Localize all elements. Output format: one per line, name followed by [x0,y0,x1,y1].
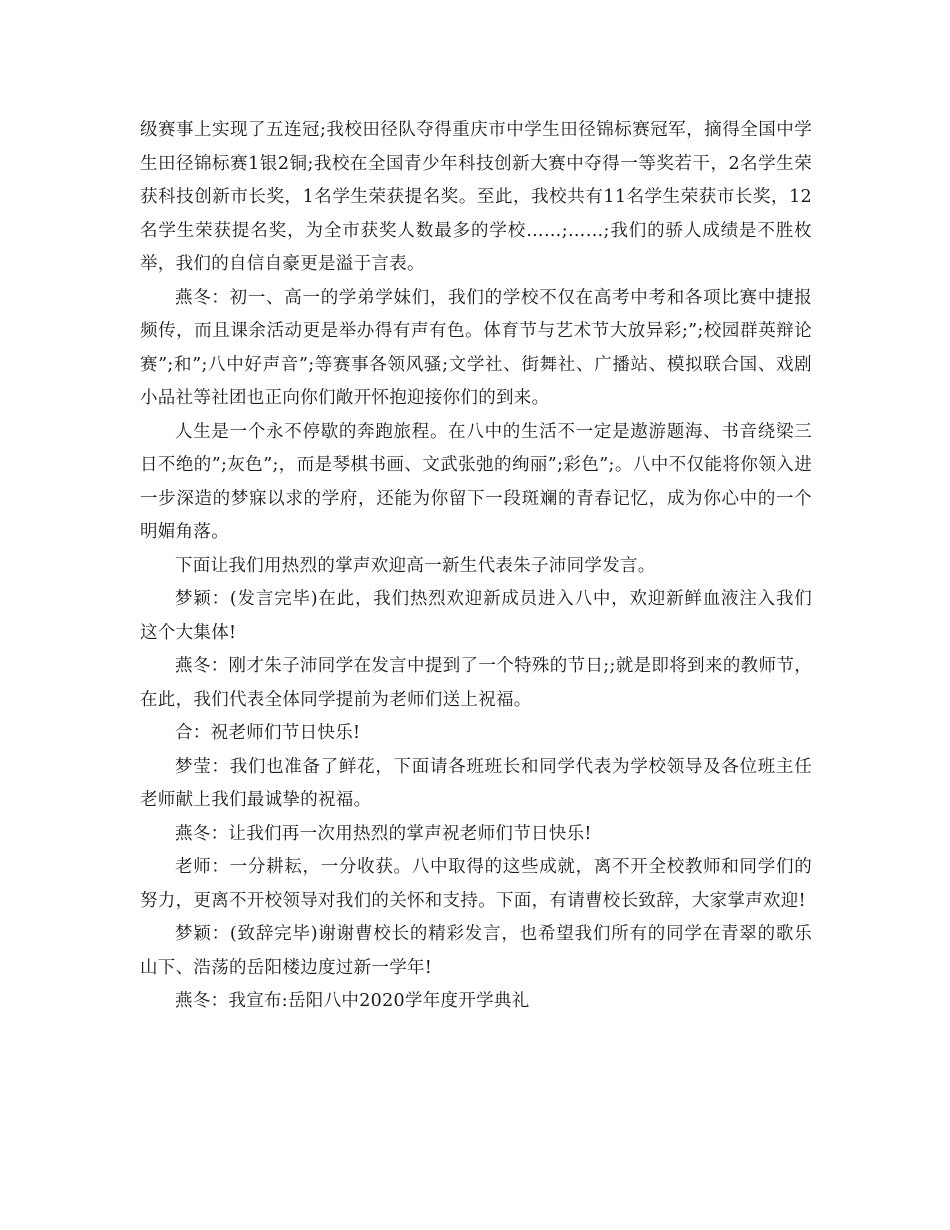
paragraph-announcement: 燕冬：我宣布:岳阳八中2020学年度开学典礼 [175,991,530,1011]
paragraph-applause: 燕冬：让我们再一次用热烈的掌声祝老师们节日快乐! [175,823,592,844]
document-page [140,114,812,1019]
paragraph-welcome-speaker: 下面让我们用热烈的掌声欢迎高一新生代表朱子沛同学发言。 [175,555,656,576]
paragraph-teacher-speech: 老师：一分耕耘，一分收获。八中取得的这些成就，离不开全校教师和同学们的努力，更离不开校领导对我们的关怀和支持。下面，有请曹校长致辞，大家掌声欢迎! [140,857,812,911]
paragraph-yandong-activities: 燕冬：初一、高一的学弟学妹们，我们的学校不仅在高考中考和各项比赛中捷报频传，而且课余活动更是举办得有声有色。体育节与艺术节大放异彩;”;校园群英辩论赛”;和”;八中好声音”;等赛事各领风骚;文学社、街舞社、广播站、模拟联合国、戏剧小品社等社团也正向你们敞开怀抱迎接你们的到来。 [140,287,812,408]
paragraph-achievements: 级赛事上实现了五连冠;我校田径队夺得重庆市中学生田径锦标赛冠军，摘得全国中学生田径锦标赛1银2铜;我校在全国青少年科技创新大赛中夺得一等奖若干，2名学生荣获科技创新市长奖，1名学生荣获提名奖。至此，我校共有11名学生荣获市长奖，12名学生荣获提名奖，为全市获奖人数最多的学校……;……;我们的骄人成绩是不胜枚举，我们的自信自豪更是溢于言表。 [140,120,812,274]
paragraph-flowers: 梦莹：我们也准备了鲜花，下面请各班班长和同学代表为学校领导及各位班主任老师献上我们最诚挚的祝福。 [140,756,812,810]
paragraph-mengying-welcome: 梦颖：(发言完毕)在此，我们热烈欢迎新成员进入八中，欢迎新鲜血液注入我们这个大集体! [140,589,812,643]
paragraph-teachers-day: 燕冬：刚才朱子沛同学在发言中提到了一个特殊的节日;;就是即将到来的教师节，在此，我们代表全体同学提前为老师们送上祝福。 [140,656,812,710]
paragraph-together-wish: 合：祝老师们节日快乐! [175,723,361,743]
paragraph-principal-thanks: 梦颖：(致辞完毕)谢谢曹校长的精彩发言，也希望我们所有的同学在青翠的歌乐山下、浩荡的岳阳楼边度过新一学年! [140,924,812,978]
paragraph-life-journey: 人生是一个永不停歇的奔跑旅程。在八中的生活不一定是遨游题海、书音绕梁三日不绝的”;灰色”;，而是琴棋书画、文武张弛的绚丽”;彩色”;。八中不仅能将你领入进一步深造的梦寐以求的学府，还能为你留下一段斑斓的青春记忆，成为你心中的一个明媚角落。 [140,421,812,542]
